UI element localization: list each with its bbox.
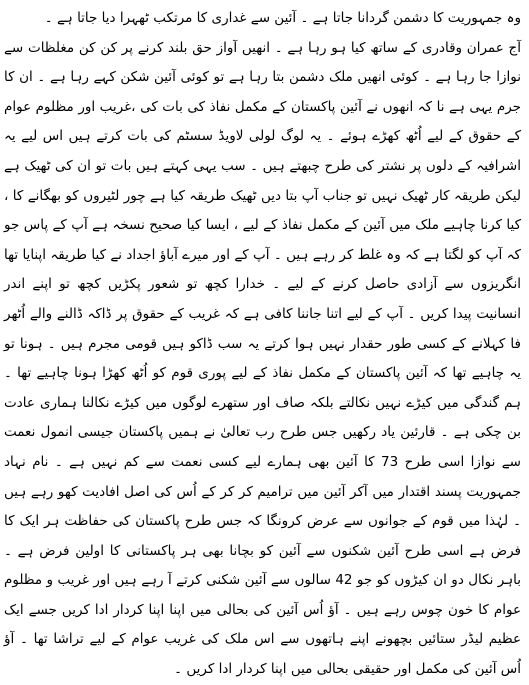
intro-line: وہ جمہوریت کا دشمن گردانا جاتا ہے ۔ آئین سے غداری کا مرتکب ٹھہرا دیا جاتا ہے ۔ bbox=[44, 10, 521, 26]
article-body: آج عمران وقادری کے ساتھ کیا ہو رہا ہے ۔ انھیں آواز حق بلند کرنے پر کن کن مغلظات سے نوازا جا رہا ہے ۔ کوئی انھیں ملک دشمن بتا رہا ہے تو کوئی آئین شکن کہے رہا ہے ۔ ان کا جرم یہی ہے نا کہ انھوں نے آئین پاکستان کے مکمل نفاذ کی بات کی ،غریب اور مظلوم عوام کے حقوق کے لیے اُٹھ کھڑے ہوئے ۔ یہ لوگ لولی لاویڈ سسٹم کی بات کرتے ہیں اس لیے یہ اشرافیہ کے دلوں پر نشتر کی طرح چبھتے ہیں ۔ سب یہی کہتے ہیں بات تو ان کی ٹھیک ہے لیکن طریقہ کار ٹھیک نہیں تو جناب آپ بتا دیں ٹھیک طریقہ کیا ہے چور لٹیروں کو بھگانے کا ، کیا کرنا چاہیے ملک میں آئین کے مکمل نفاذ کے لیے ، ایسا کیا صحیح نسخہ ہے آپ کے پاس جو کہ آپ کو لگتا ہے کہ وہ غلط کر رہے ہیں ۔ آپ کے اور میرے آباؤ اجداد نے کیا طریقہ اپنایا تھا انگریزوں سے آزادی حاصل کرنے کے لیے ۔ خدارا کچھ تو شعور پکڑیں کچھ تو اپنے اندر انسانیت پیدا کریں ۔ آپ کے لیے اتنا جاننا کافی ہے کہ غریب کے حقوق پر ڈاکہ ڈالنے والے اُٹھر فا کہلانے کے کسی طور حقدار نہیں ہوا کرتے یہ سب ڈاکو ہیں قومی مجرم ہیں ۔ ہونا تو یہ چاہیے تھا کہ آئین پاکستان کے مکمل نفاذ کے لیے پوری قوم کو اُٹھ کھڑا ہونا چاہیے تھا ۔ ہم گندگی میں کیڑے نہیں نکالتے بلکہ صاف اور ستھرے لوگوں میں کیڑے نکالنا ہماری عادت بن چکی ہے ۔ قارئین یاد رکھیں جس طرح رب تعالیٰ نے ہمیں پاکستان جیسی انمول نعمت سے نوازا اسی طرح 73 کا آئین بھی ہمارے لیے کسی نعمت سے کم نہیں ہے ۔ نام نہاد جمہوریت پسند اقتدار میں آکر آئین میں ترامیم کر کر کے اُس کی اصل افادیت کھو رہے ہیں ۔ لہٰذا میں قوم کے جوانوں سے عرض کرونگا کہ جس طرح پاکستان کی حفاظت ہر ایک کا فرض ہے اسی طرح آئین شکنوں سے آئین کو بچانا بھی ہر پاکستانی کا اولین فرض ہے ۔ باہر نکال دو ان کیڑوں کو جو 42 سالوں سے آئین شکنی کرتے آ رہے ہیں اور غریب و مظلوم عوام کا خون چوس رہے ہیں ۔ آؤ اُس آئین کی بحالی میں اپنا اپنا کردار ادا کریں جسے ایک عظیم لیڈر ستائیں بچھونے اپنے ہاتھوں سے اس ملک کی غریب عوام کے لیے تراشا تھا ۔ آؤ اُس آئین کی مکمل اور حقیقی بحالی میں اپنا کردار ادا کریں ۔ bbox=[4, 39, 522, 678]
article-text bbox=[4, 4, 521, 685]
